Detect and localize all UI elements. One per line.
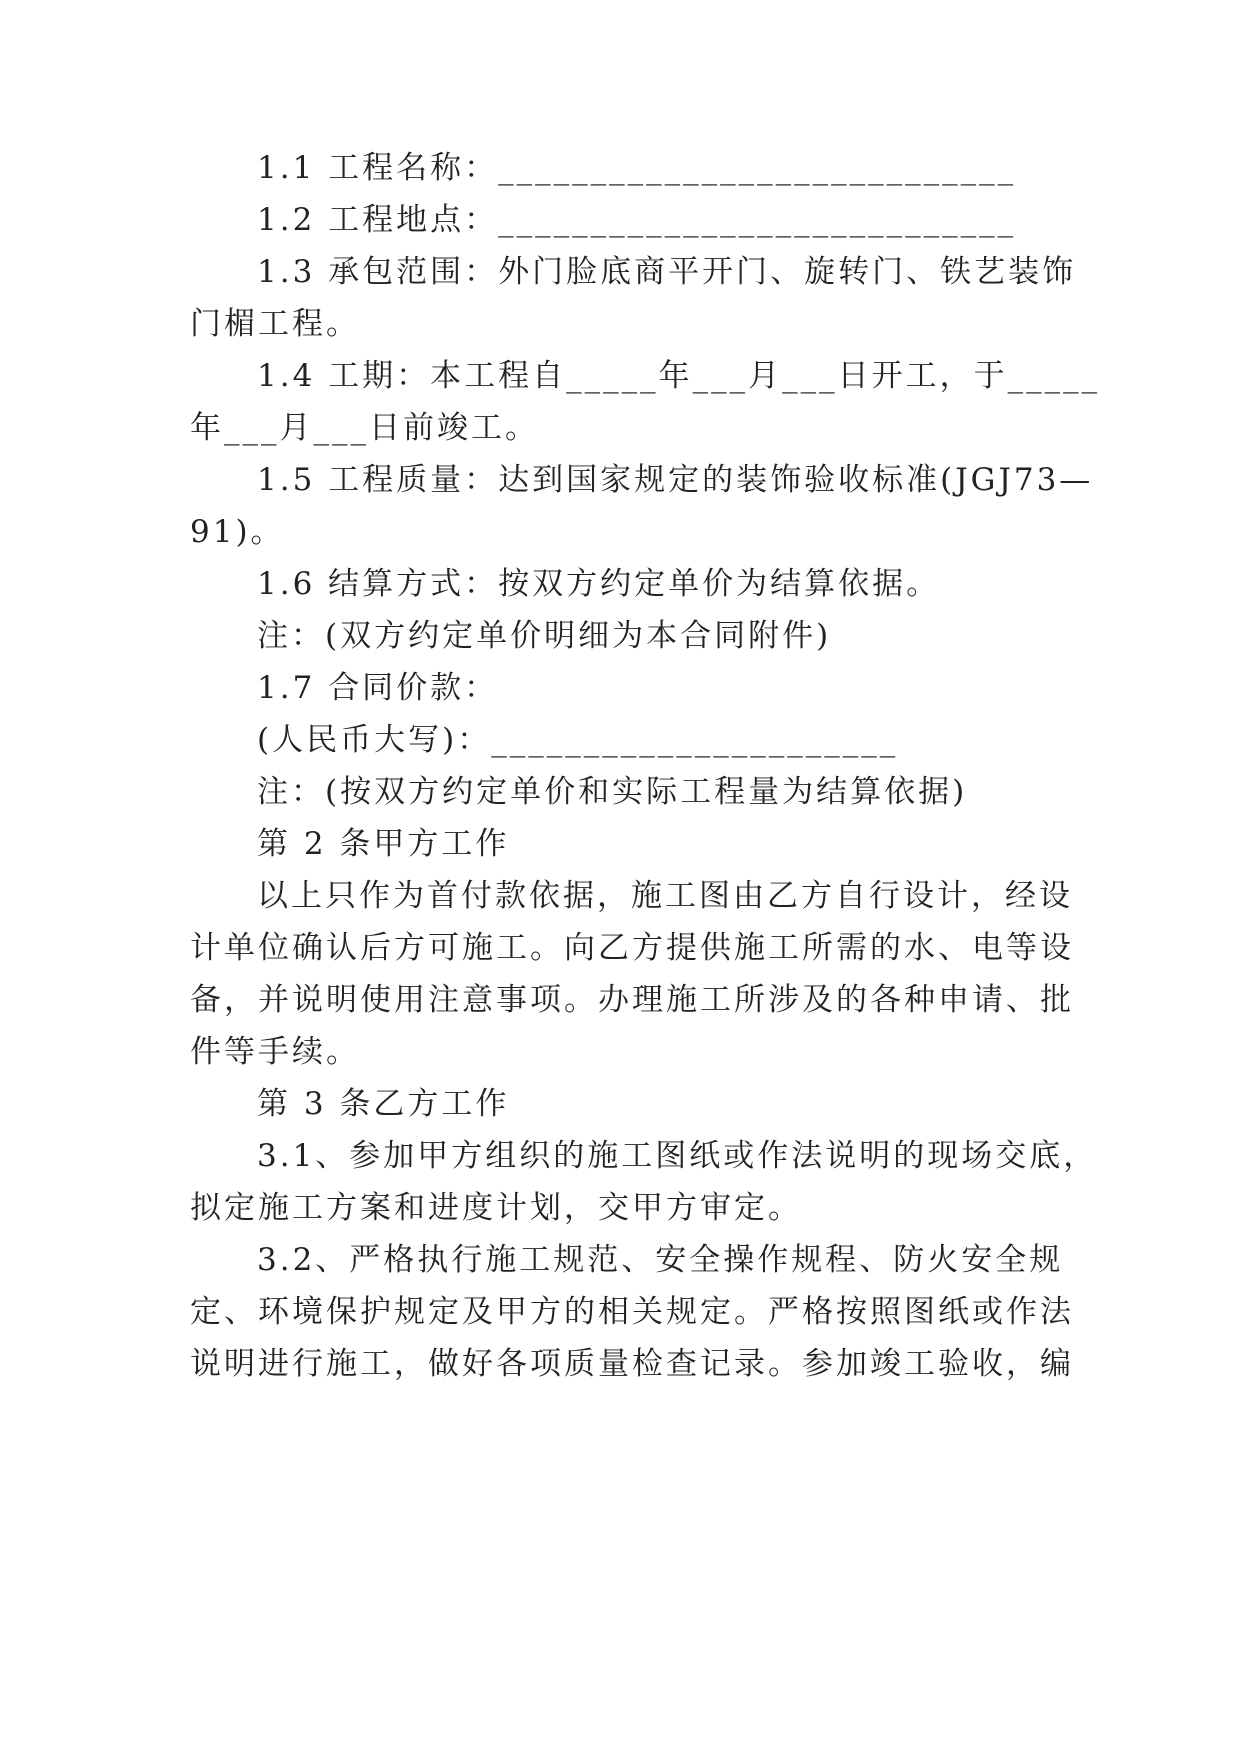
clause-1-1-project-name: 1.1 工程名称：____________________________ <box>257 150 1017 186</box>
clause-1-4-duration-cont: 年___月___日前竣工。 <box>190 410 539 446</box>
clause-3-1-line-2: 拟定施工方案和进度计划，交甲方审定。 <box>190 1190 802 1226</box>
clause-1-3-scope: 1.3 承包范围：外门脸底商平开门、旋转门、铁艺装饰 <box>257 254 1077 290</box>
clause-1-5-quality-cont: 91)。 <box>190 514 285 550</box>
clause-1-6-settlement: 1.6 结算方式：按双方约定单价为结算依据。 <box>257 566 941 602</box>
article-2-para-line-3: 备，并说明使用注意事项。办理施工所涉及的各种申请、批 <box>190 982 1074 1018</box>
clause-1-3-scope-cont: 门楣工程。 <box>190 306 360 342</box>
clause-3-2-line-1: 3.2、严格执行施工规范、安全操作规程、防火安全规 <box>257 1242 1064 1278</box>
clause-3-1-line-1: 3.1、参加甲方组织的施工图纸或作法说明的现场交底， <box>257 1138 1098 1174</box>
note-settlement-basis: 注：(按双方约定单价和实际工程量为结算依据) <box>257 774 968 810</box>
rmb-uppercase-amount: (人民币大写)：______________________ <box>257 722 899 758</box>
article-2-para-line-4: 件等手续。 <box>190 1034 360 1070</box>
clause-3-2-line-2: 定、环境保护规定及甲方的相关规定。严格按照图纸或作法 <box>190 1294 1074 1330</box>
clause-1-7-contract-price: 1.7 合同价款： <box>257 670 499 706</box>
note-unit-price: 注：(双方约定单价明细为本合同附件) <box>257 618 832 654</box>
article-3-heading: 第 3 条乙方工作 <box>257 1086 510 1122</box>
clause-1-2-project-location: 1.2 工程地点：____________________________ <box>257 202 1017 238</box>
article-2-para-line-2: 计单位确认后方可施工。向乙方提供施工所需的水、电等设 <box>190 930 1074 966</box>
article-2-para-line-1: 以上只作为首付款依据，施工图由乙方自行设计，经设 <box>257 878 1073 914</box>
clause-3-2-line-3: 说明进行施工，做好各项质量检查记录。参加竣工验收，编 <box>190 1346 1074 1382</box>
article-2-heading: 第 2 条甲方工作 <box>257 826 510 862</box>
clause-1-4-duration: 1.4 工期：本工程自_____年___月___日开工，于_____ <box>257 358 1101 394</box>
clause-1-5-quality: 1.5 工程质量：达到国家规定的装饰验收标准(JGJ73— <box>257 462 1094 498</box>
